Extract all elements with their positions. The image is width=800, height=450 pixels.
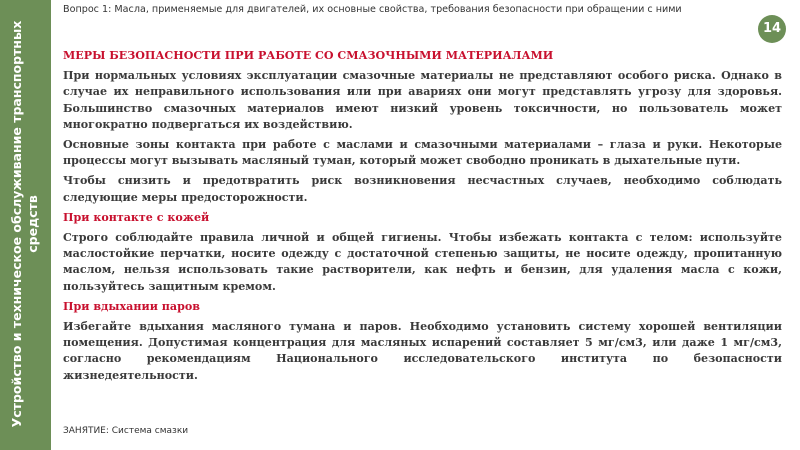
slide-content xyxy=(63,48,782,388)
paragraph-contact-zones: Основные зоны контакта при работе с маслами и смазочными материалами – глаза и руки. Некоторые процессы могут вызывать масляный туман, который может свободно проникать в дыхательные пути. xyxy=(63,138,782,168)
paragraph-precautions: Чтобы снизить и предотвратить риск возникновения несчастных случаев, необходимо соблюдать следующие меры предосторожности. xyxy=(63,174,782,204)
subheading-inhalation: При вдыхании паров xyxy=(63,299,200,313)
section-title: МЕРЫ БЕЗОПАСНОСТИ ПРИ РАБОТЕ СО СМАЗОЧНЫМИ МАТЕРИАЛАМИ xyxy=(63,49,554,62)
paragraph-inhalation: Избегайте вдыхания масляного тумана и паров. Необходимо установить систему хорошей вентиляции помещения. Допустимая концентрация для масляных испарений составляет 5 мг/см3, или даже 1 мг/см3, согласно рекомендациям Национального исследовательского института по безопасности жизнедеятельности. xyxy=(63,320,782,382)
lesson-footer: ЗАНЯТИЕ: Система смазки xyxy=(63,426,189,436)
paragraph-intro: При нормальных условиях эксплуатации смазочные материалы не представляют особого риска. Однако в случае их неправильного использования или при авариях они могут представлять угрозу для здоровья. Большинство смазочных материалов имеют низкий уровень токсичности, но пользователь может многократно подвергаться их воздействию. xyxy=(63,69,782,131)
sidebar-course-title: Устройство и техническое обслуживание транспортных средств xyxy=(9,20,40,428)
paragraph-skin-contact: Строго соблюдайте правила личной и общей гигиены. Чтобы избежать контакта с телом: используйте маслостойкие перчатки, носите одежду с достаточной степенью защиты, не носите одежду, пропитанную маслом, нельзя использовать такие растворители, как нефть и бензин, для удаления масла с кожи, пользуйтесь защитным кремом. xyxy=(63,231,782,293)
sidebar xyxy=(0,0,51,450)
question-header: Вопрос 1: Масла, применяемые для двигателей, их основные свойства, требования безопасности при обращении с ними xyxy=(63,4,682,15)
subheading-skin-contact: При контакте с кожей xyxy=(63,210,210,224)
page-number-badge: 14 xyxy=(758,15,786,43)
